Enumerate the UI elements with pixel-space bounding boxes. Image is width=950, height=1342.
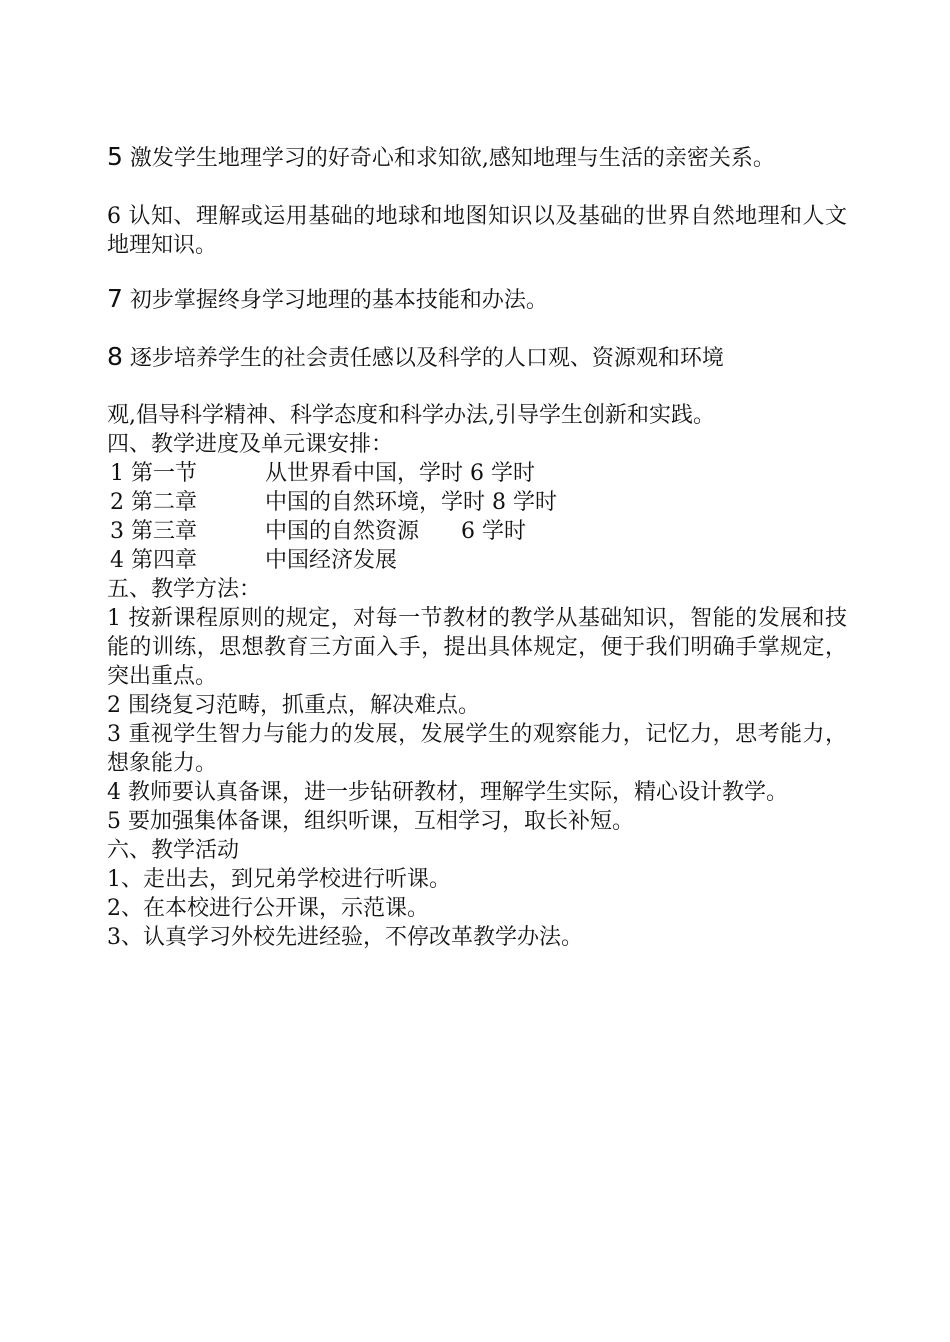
goal-text: 激发学生地理学习的好奇心和求知欲,感知地理与生活的亲密关系。 <box>129 146 775 171</box>
schedule-row <box>107 517 847 546</box>
schedule-section <box>107 430 847 952</box>
chapter-content: 从世界看中国，学时 6 学时 <box>265 461 535 486</box>
goal-7 <box>107 284 847 315</box>
activity-item: 1、走出去，到兄弟学校进行听课。 <box>107 867 451 892</box>
method-item: 1 按新课程原则的规定，对每一节教材的教学从基础知识，智能的发展和技能的训练，思想教育三方面入手，提出具体规定，便于我们明确手掌规定，突出重点。 <box>107 606 847 689</box>
schedule-row <box>107 488 847 517</box>
goal-number: 6 <box>107 204 121 229</box>
goal-number: 7 <box>107 284 123 313</box>
chapter-label: 1 第一节 <box>110 461 197 486</box>
section-heading: 五、教学方法： <box>107 577 262 602</box>
method-item: 3 重视学生智力与能力的发展，发展学生的观察能力，记忆力，思考能力，想象能力。 <box>107 722 847 776</box>
schedule-row <box>107 546 847 575</box>
goal-6 <box>107 202 847 260</box>
section-heading: 六、教学活动 <box>107 838 240 863</box>
goal-text: 观,倡导科学精神、科学态度和科学办法,引导学生创新和实践。 <box>107 403 715 428</box>
goal-8 <box>107 342 847 373</box>
chapter-label: 3 第三章 <box>110 519 197 544</box>
method-item: 2 围绕复习范畴，抓重点，解决难点。 <box>107 693 480 718</box>
chapter-label: 4 第四章 <box>110 548 197 573</box>
goal-number: 5 <box>107 142 123 171</box>
goal-text: 认知、理解或运用基础的地球和地图知识以及基础的世界自然地理和人文地理知识。 <box>107 204 847 258</box>
chapter-content: 中国的自然资源 6 学时 <box>265 519 526 544</box>
goal-8-continued <box>107 401 847 430</box>
goal-text: 初步掌握终身学习地理的基本技能和办法。 <box>129 288 548 313</box>
goal-number: 8 <box>107 342 123 371</box>
activity-item: 3、认真学习外校先进经验，不停改革教学办法。 <box>107 925 583 950</box>
goal-5 <box>107 142 847 173</box>
chapter-label: 2 第二章 <box>110 490 197 515</box>
chapter-content: 中国经济发展 <box>265 548 398 573</box>
section-heading: 四、教学进度及单元课安排： <box>107 432 394 457</box>
goal-text: 逐步培养学生的社会责任感以及科学的人口观、资源观和环境 <box>129 346 724 371</box>
schedule-row <box>107 459 847 488</box>
activity-item: 2、在本校进行公开课，示范课。 <box>107 896 429 921</box>
method-item: 5 要加强集体备课，组织听课，互相学习，取长补短。 <box>107 809 634 834</box>
chapter-content: 中国的自然环境，学时 8 学时 <box>265 490 557 515</box>
method-item: 4 教师要认真备课，进一步钻研教材，理解学生实际，精心设计教学。 <box>107 780 788 805</box>
